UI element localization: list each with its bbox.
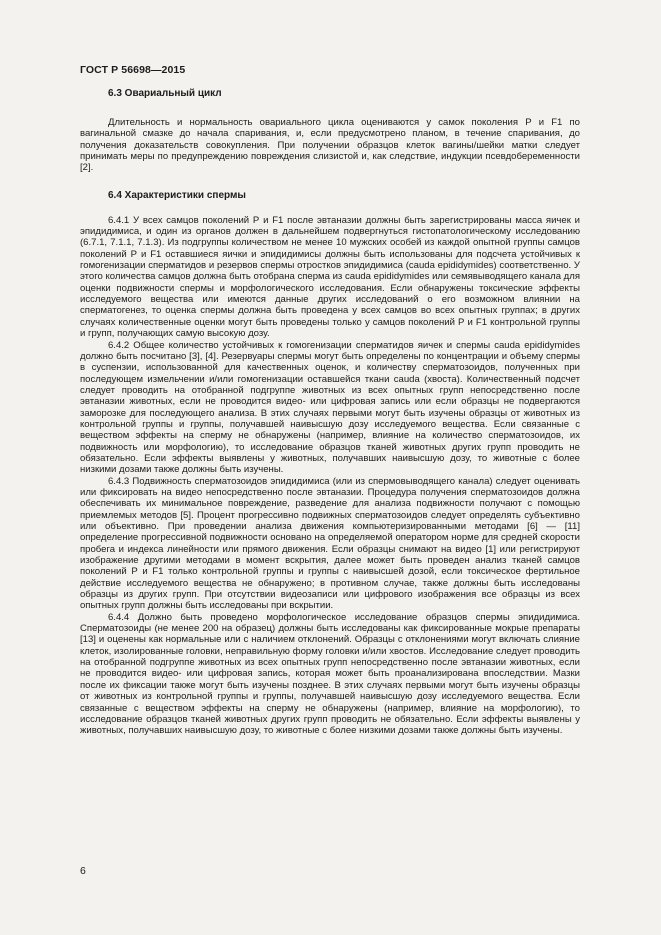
paragraph-6-4-4: 6.4.4 Должно быть проведено морфологическое исследование образцов спермы эпидидимиса. Сперматозоиды (не менее 200 на образец) должны быть исследованы как фиксированные мокрые препараты [13] и оценены как нормальные или с наличием отклонений. Образцы с отклонениями могут включать слияние клеток, изолированные головки, неправильную форму головки и/или хвостов. Исследование следует проводить на отобранной подгруппе животных из всех опытных групп непосредственно после эвтаназии животных, если не проводится видео- или цифровая запись, которая может быть проанализирована впоследствии. Мазки после их фиксации также могут быть изучены позднее. В этих случаях первыми могут быть изучены образцы от животных из контрольной группы и группы, получавшей наивысшую дозу исследуемого вещества. Если связанные с веществом эффекты на сперму не обнаружены (например, влияние на морфологию), то исследование образцов тканей животных других групп проводить не обязательно. Если эффекты выявлены у животных, получавших наивысшую дозу, то животные с более низкими дозами также должны быть изучены.: [80, 611, 580, 737]
paragraph-6-4-2: 6.4.2 Общее количество устойчивых к гомогенизации сперматидов яичек и спермы cauda epididymides должно быть посчитано [3], [4]. Резервуары спермы могут быть определены по концентрации и объему спермы в суспензии, использованной для качественных оценок, и количеству сперматозоидов, полученных при последующем измельчении и/или гомогенизации оставшейся ткани cauda (хвоста). Количественный подсчет следует проводить на отобранной подгруппе животных из всех опытных групп непосредственно после эвтаназии животных, если не проводится видео- или цифровая запись или если образцы не подвергаются заморозке для последующего анализа. В этих случаях первыми могут быть изучены образцы от животных из контрольной группы и группы, получавшей наивысшую дозу исследуемого вещества. Если связанные с веществом эффекты на сперму не обнаружены (например, влияние на количество сперматозоидов, их подвижность или морфологию), то исследование образцов тканей животных других групп проводить не обязательно. Если эффекты выявлены у животных, получавших наивысшую дозу, то животные с более низкими дозами также должны быть изучены.: [80, 339, 580, 476]
page-number: 6: [80, 865, 86, 877]
document-code-header: ГОСТ Р 56698—2015: [80, 64, 186, 76]
section-title-sperm-characteristics: 6.4 Характеристики спермы: [108, 189, 246, 201]
document-body: [80, 84, 580, 737]
paragraph-6-4-3: 6.4.3 Подвижность сперматозоидов эпидидимиса (или из спермовыводящего канала) следует оценивать или фиксировать на видео непосредственно после эвтаназии. Процедура получения сперматозоидов должна обеспечивать их минимальное повреждение, разведение для анализа подвижности получают с помощью приемлемых методов [5]. Процент прогрессивно подвижных сперматозоидов следует определять субъективно или объективно. При проведении анализа движения компьютеризированными методами [6] — [11] определение прогрессивной подвижности основано на определяемой оператором норме для средней скорости пробега и индекса линейности или прямого движения. Если образцы снимают на видео [1] или регистрируют изображение другими методами в момент вскрытия, далее может быть проведен анализ тканей самцов поколений Р и F1 только контрольной группы и группы с наивысшей дозой, если токсическое фертильное действие исследуемого вещества не обнаружено; в противном случае, также должны быть исследованы образцы из других групп. При отсутствии видеозаписи или цифрового изображения все образцы из всех опытных групп должны быть исследованы при вскрытии.: [80, 475, 580, 612]
section-title-ovarian-cycle: 6.3 Овариальный цикл: [108, 88, 222, 99]
paragraph-6-4-1: 6.4.1 У всех самцов поколений Р и F1 после эвтаназии должны быть зарегистрированы масса яичек и эпидидимиса, и один из органов должен в дальнейшем подвергнуться гистопатологическому исследованию (6.7.1, 7.1.1, 7.1.3). Из подгруппы количеством не менее 10 мужских особей из каждой опытной группы самцов поколений Р и F1 оставшиеся яички и эпидидимисы должны быть использованы для подсчета устойчивых к гомогенизации сперматидов и резервов спермы отростков эпидидимиса (cauda epididymides) соответственно. У этого количества самцов должна быть отобрана сперма из cauda epididymides или семявыводящего канала для оценки подвижности спермы и морфологического исследования. Если обнаружены токсические эффекты исследуемого вещества или имеются данные других исследований о его возможном влиянии на сперматогенез, то оценка спермы должна быть проведена у всех самцов во всех опытных группах; в других случаях количественные оценки могут быть проведены только у самцов поколений Р и F1 контрольной группы и групп, получающих самую высокую дозу.: [80, 214, 580, 340]
paragraph-6-3: Длительность и нормальность овариального цикла оцениваются у самок поколения Р и F1 по вагинальной смазке до начала спаривания, и, если предусмотрено планом, в течение спаривания, до получения доказательств совокупления. При получении образцов клеток вагины/шейки матки следует принимать меры по предупреждению повреждения слизистой и, как следствие, индукции псевдобеременности [2].: [80, 117, 580, 174]
